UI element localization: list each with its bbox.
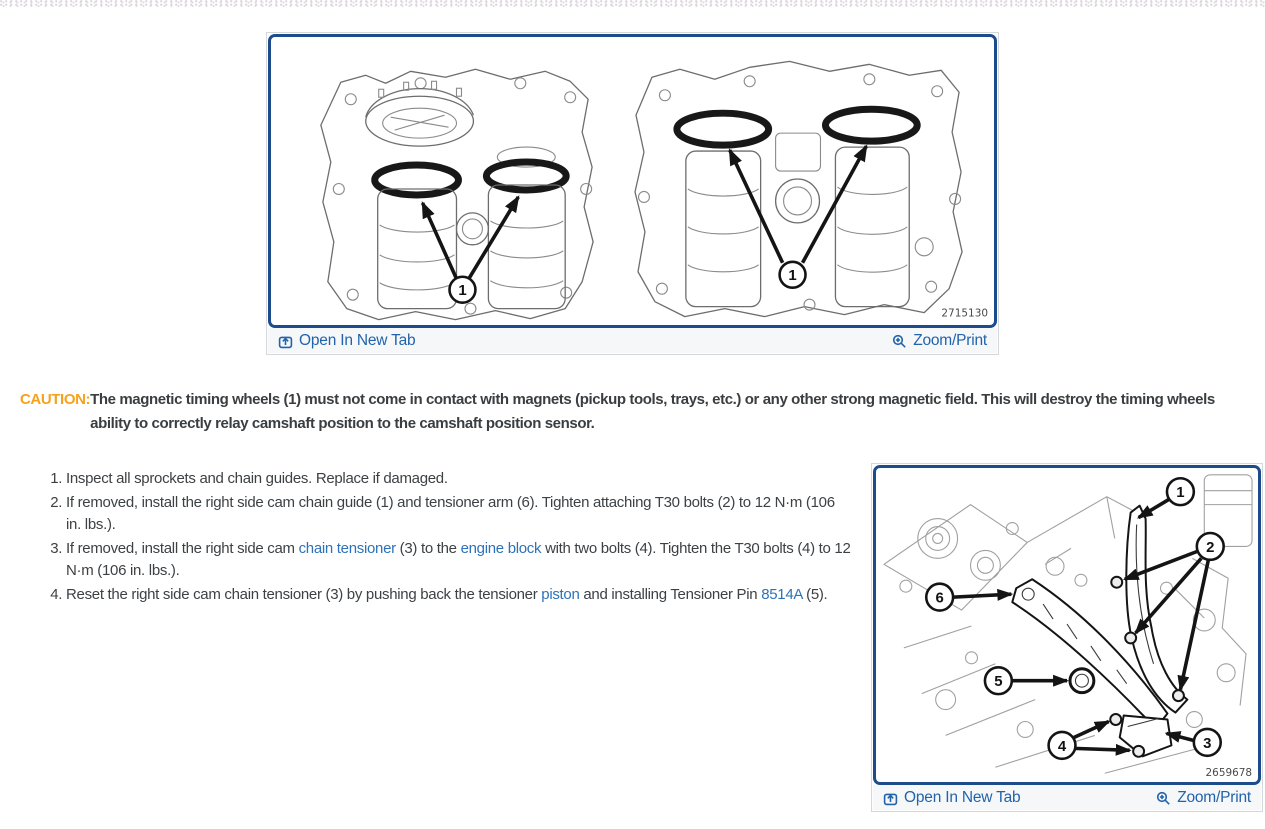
figure1-open-in-new-tab-link[interactable] bbox=[278, 332, 415, 350]
guide-bolt-lower bbox=[1173, 690, 1184, 701]
zoom-magnifier-icon bbox=[892, 334, 907, 349]
guide-bolt-upper bbox=[1111, 577, 1122, 588]
figure1-part-number: 2715130 bbox=[941, 307, 989, 320]
open-in-new-tab-icon bbox=[883, 791, 898, 806]
step-item: 3. If removed, install the right side cam chain tensioner (3) to the engine block with two bolts (4). Tighten the T30 bolts (4) to 12 N·m (106 in. lbs.). bbox=[66, 538, 852, 583]
timing-wheel-right bbox=[486, 162, 566, 190]
figure1-action-bar bbox=[268, 328, 997, 353]
tensioner-bolt-2 bbox=[1133, 746, 1144, 757]
step-item: 1. Inspect all sprockets and chain guides. Replace if damaged. bbox=[66, 468, 852, 491]
page-top-dotted-border bbox=[0, 0, 1265, 7]
inline-link-piston[interactable]: piston bbox=[541, 585, 580, 603]
steps-list bbox=[30, 468, 852, 607]
figure2-open-label: Open In New Tab bbox=[904, 789, 1021, 806]
figure-image-timing-wheels bbox=[268, 34, 997, 328]
callout-label-4: 4 bbox=[1057, 737, 1067, 755]
figure1-zoom-print-link[interactable] bbox=[892, 332, 987, 350]
tensioner-pin-hole bbox=[1070, 669, 1094, 693]
step-item: 4. Reset the right side cam chain tensioner (3) by pushing back the tensioner piston and installing Tensioner Pin 8514A (5). bbox=[66, 584, 852, 607]
callout-label-2: 2 bbox=[1206, 538, 1215, 556]
figure1-zoom-label: Zoom/Print bbox=[913, 332, 987, 349]
caution-block bbox=[20, 388, 1230, 436]
inline-link-8514a[interactable]: 8514A bbox=[761, 585, 803, 603]
timing-wheel-left bbox=[375, 165, 459, 195]
zoom-magnifier-icon bbox=[1156, 791, 1171, 806]
cam-housing-right-view bbox=[635, 61, 962, 316]
figure-image-chain-guide bbox=[873, 465, 1261, 785]
cam-housing-left-view bbox=[321, 69, 593, 319]
figure2-open-in-new-tab-link[interactable] bbox=[883, 789, 1020, 807]
guide-bolt-middle bbox=[1125, 632, 1136, 643]
figure2-action-bar bbox=[873, 785, 1261, 810]
figure1-open-label: Open In New Tab bbox=[299, 332, 416, 349]
open-in-new-tab-icon bbox=[278, 334, 293, 349]
callout-label-1b: 1 bbox=[788, 267, 797, 285]
callout-label-1: 1 bbox=[458, 282, 467, 300]
caution-label: CAUTION: bbox=[20, 391, 91, 408]
figure2-part-number: 2659678 bbox=[1205, 767, 1253, 780]
cam-phaser-sprocket bbox=[366, 81, 474, 146]
inline-link-engine-block[interactable]: engine block bbox=[460, 539, 542, 557]
figure-panel-timing-wheels bbox=[266, 32, 999, 355]
callout-label-1: 1 bbox=[1176, 484, 1185, 502]
inline-link-chain-tensioner[interactable]: chain tensioner bbox=[298, 539, 396, 557]
timing-wheel-right-2 bbox=[825, 109, 917, 141]
figure2-zoom-print-link[interactable] bbox=[1156, 789, 1251, 807]
step-item: 2. If removed, install the right side cam chain guide (1) and tensioner arm (6). Tighten attaching T30 bolts (2) to 12 N·m (106 in. lbs.). bbox=[66, 492, 852, 537]
callout-label-5: 5 bbox=[994, 673, 1003, 691]
chain-guide-diagram bbox=[876, 468, 1258, 782]
figure-panel-chain-guide bbox=[871, 463, 1263, 812]
callout-label-6: 6 bbox=[935, 589, 944, 607]
tensioner-bolt-1 bbox=[1110, 714, 1121, 725]
callout-label-3: 3 bbox=[1203, 734, 1212, 752]
figure2-zoom-label: Zoom/Print bbox=[1177, 789, 1251, 806]
timing-wheel-left-2 bbox=[677, 113, 769, 145]
timing-wheels-diagram bbox=[271, 37, 994, 325]
caution-text: The magnetic timing wheels (1) must not come in contact with magnets (pickup tools, trays, etc.) or any other strong magnetic field. This will destroy the timing wheels ability to correctly relay camshaft position to the camshaft position sensor. bbox=[90, 391, 1215, 432]
